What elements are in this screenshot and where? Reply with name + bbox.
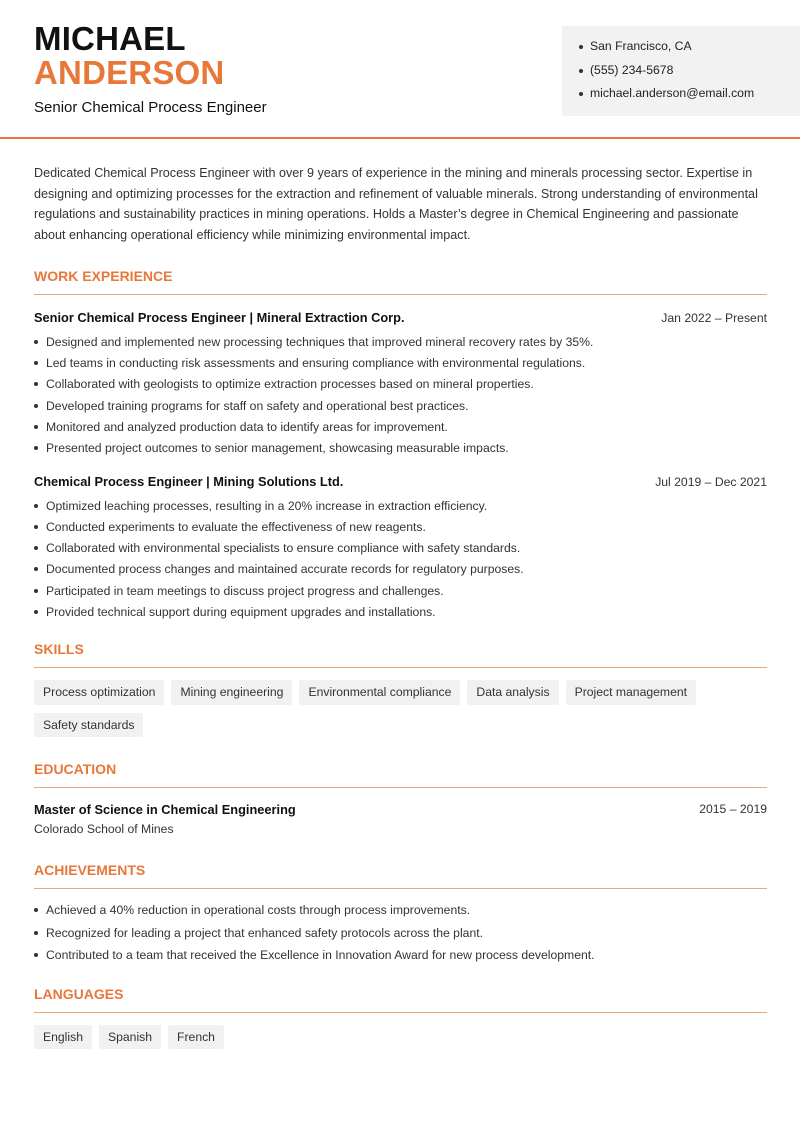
candidate-name [34,22,224,90]
skill-tag: Safety standards [34,713,143,738]
skill-tag: Data analysis [467,680,558,705]
job-title: Senior Chemical Process Engineer | Mineral Extraction Corp. [34,309,405,325]
section-title-languages: LANGUAGES [34,986,767,1013]
contact-location: San Francisco, CA [579,38,754,62]
list-item: Monitored and analyzed production data to identify areas for improvement. [34,419,767,440]
bullet-icon [34,546,38,550]
achievement-list [34,902,767,970]
bullet-icon [34,525,38,529]
job-role: Senior Chemical Process Engineer [34,99,267,116]
last-name: ANDERSON [34,54,225,91]
job-title: Chemical Process Engineer | Mining Solutions Ltd. [34,473,344,489]
list-item: Documented process changes and maintained accurate records for regulatory purposes. [34,561,767,582]
skill-tag: Environmental compliance [299,680,460,705]
job-bullets [34,334,767,462]
bullet-icon [34,340,38,344]
job-entry [34,310,767,462]
summary-text: Dedicated Chemical Process Engineer with over 9 years of experience in the mining and minerals processing sector. Expertise in designing and optimizing processes for the extraction and refinement of valuable minerals. Strong understanding of environmental regulations and sustainability practices in mining operations. Holds a Master’s degree in Chemical Engineering and passionate about enhancing operational efficiency while minimizing environmental impact. [34,166,758,243]
section-title-work: WORK EXPERIENCE [34,268,767,295]
bullet-icon [34,908,38,912]
list-item: Provided technical support during equipment upgrades and installations. [34,604,767,625]
work-experience-section [34,268,767,626]
job-entry [34,474,767,626]
bullet-icon [34,404,38,408]
section-title-education: EDUCATION [34,761,767,788]
language-tags [34,1025,767,1050]
list-item: Designed and implemented new processing techniques that improved mineral recovery rates by 35%. [34,334,767,355]
list-item: Recognized for leading a project that enhanced safety protocols across the plant. [34,925,767,948]
bullet-icon [34,504,38,508]
list-item: Contributed to a team that received the Excellence in Innovation Award for new process development. [34,947,767,970]
list-item: Presented project outcomes to senior management, showcasing measurable impacts. [34,440,767,461]
contact-email: michael.anderson@email.com [579,85,754,109]
bullet-icon [34,382,38,386]
bullet-icon [34,953,38,957]
school: Colorado School of Mines [34,822,174,837]
skills-tags [34,680,767,737]
list-item: Led teams in conducting risk assessments and ensuring compliance with environmental regulations. [34,355,767,376]
bullet-icon [34,589,38,593]
language-tag: French [168,1025,224,1050]
education-entry [34,802,767,836]
contact-box [562,26,800,116]
bullet-icon [34,361,38,365]
bullet-icon [579,45,583,49]
contact-phone: (555) 234-5678 [579,62,754,86]
resume-content [34,163,767,1049]
list-item: Collaborated with geologists to optimize extraction processes based on mineral properties. [34,376,767,397]
education-date: 2015 – 2019 [699,802,767,817]
resume-header [0,0,800,139]
skill-tag: Mining engineering [171,680,292,705]
job-date: Jul 2019 – Dec 2021 [655,474,767,489]
bullet-icon [34,931,38,935]
degree: Master of Science in Chemical Engineering [34,802,296,818]
language-tag: English [34,1025,92,1050]
first-name: MICHAEL [34,20,186,57]
skill-tag: Process optimization [34,680,164,705]
bullet-icon [34,425,38,429]
job-bullets [34,498,767,626]
bullet-icon [34,446,38,450]
education-section [34,761,767,836]
list-item: Achieved a 40% reduction in operational costs through process improvements. [34,902,767,925]
languages-section [34,986,767,1050]
language-tag: Spanish [99,1025,161,1050]
list-item: Developed training programs for staff on safety and operational best practices. [34,398,767,419]
bullet-icon [34,567,38,571]
skills-section [34,641,767,737]
list-item: Collaborated with environmental specialists to ensure compliance with safety standards. [34,540,767,561]
section-title-skills: SKILLS [34,641,767,668]
bullet-icon [34,610,38,614]
list-item: Participated in team meetings to discuss project progress and challenges. [34,583,767,604]
list-item: Optimized leaching processes, resulting in a 20% increase in extraction efficiency. [34,498,767,519]
section-title-achievements: ACHIEVEMENTS [34,862,767,889]
bullet-icon [579,92,583,96]
job-date: Jan 2022 – Present [661,310,767,325]
list-item: Conducted experiments to evaluate the effectiveness of new reagents. [34,519,767,540]
bullet-icon [579,69,583,73]
skill-tag: Project management [566,680,696,705]
achievements-section [34,862,767,970]
